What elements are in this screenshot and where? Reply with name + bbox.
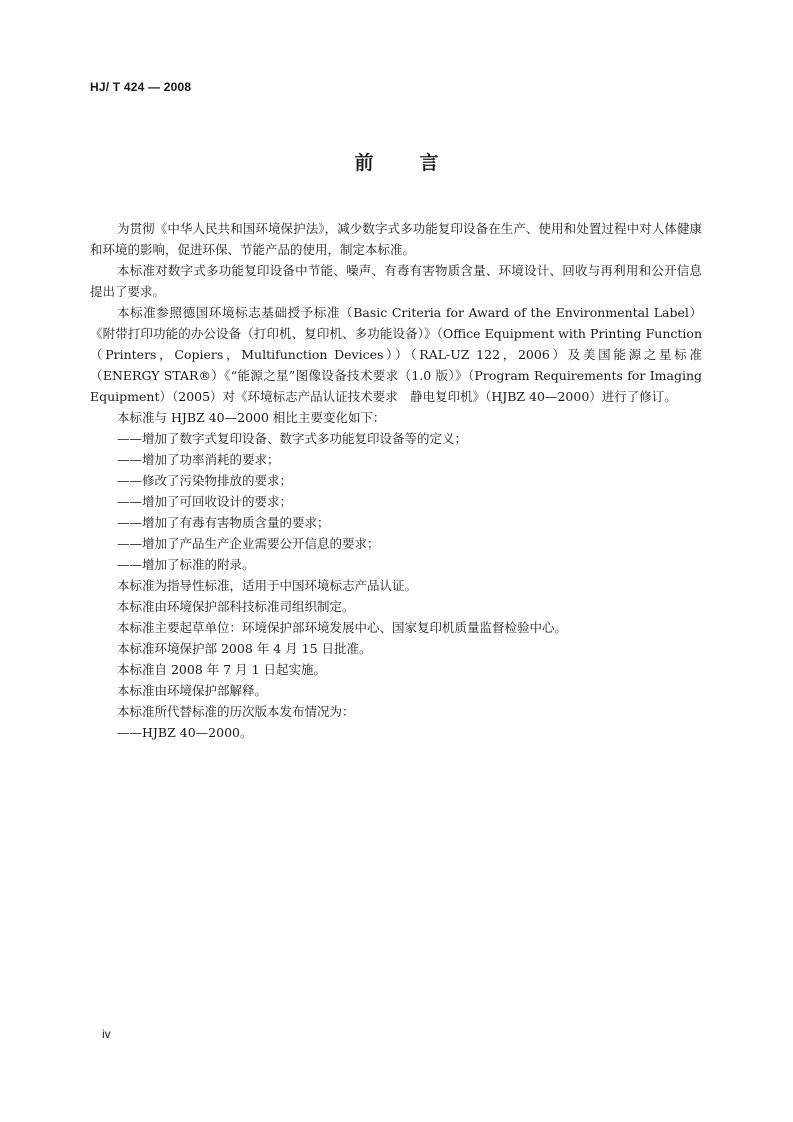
statement-interpretation: 本标准由环境保护部解释。 (117, 683, 268, 698)
standard-code: HJ/ T 424 — 2008 (90, 80, 192, 94)
page-title: 前言 (354, 152, 485, 174)
statement-guidance: 本标准为指导性标准，适用于中国环境标志产品认证。 (117, 578, 418, 593)
statement-approval: 本标准环境保护部 2008 年 4 月 15 日批准。 (117, 641, 372, 656)
paragraph-references: 本标准参照德国环境标志基础授予标准（Basic Criteria for Award of the Environmental Label）《附带打印功能的办公设备（打印机、复印机、多功能设备）》（Office Equipment with Printing Function（Printers，Copiers，Multifunction Devices））（RAL-UZ 122，2006）及美国能源之星标准（ENERGY STAR®）《“能源之星”图像设备技术要求（1.0 版）》（Program Requirements for Imaging Equipment）（2005）对《环境标志产品认证技术要求 静电复印机》（HJBZ 40—2000）进行了修订。 (90, 305, 702, 404)
statement-drafters: 本标准主要起草单位：环境保护部环境发展中心、国家复印机质量监督检验中心。 (117, 620, 568, 635)
change-item: ——修改了污染物排放的要求； (117, 473, 293, 488)
preface-body (90, 218, 702, 743)
change-item: ——增加了产品生产企业需要公开信息的要求； (117, 536, 380, 551)
paragraph-scope: 本标准对数字式多功能复印设备中节能、噪声、有毒有害物质含量、环境设计、回收与再利用和公开信息提出了要求。 (90, 263, 702, 299)
statement-organizer: 本标准由环境保护部科技标准司组织制定。 (117, 599, 355, 614)
history-item: ——HJBZ 40—2000。 (117, 725, 253, 740)
paragraph-purpose: 为贯彻《中华人民共和国环境保护法》，减少数字式多功能复印设备在生产、使用和处置过程中对人体健康和环境的影响，促进环保、节能产品的使用，制定本标准。 (90, 221, 702, 257)
statement-history-intro: 本标准所代替标准的历次版本发布情况为： (117, 704, 355, 719)
change-item: ——增加了标准的附录。 (117, 557, 255, 572)
page-number: iv (102, 1027, 111, 1041)
change-item: ——增加了功率消耗的要求； (117, 452, 280, 467)
changes-intro: 本标准与 HJBZ 40—2000 相比主要变化如下： (117, 410, 386, 425)
statement-effective-date: 本标准自 2008 年 7 月 1 日起实施。 (117, 662, 327, 677)
change-item: ——增加了数字式复印设备、数字式多功能复印设备等的定义； (117, 431, 468, 446)
change-item: ——增加了有毒有害物质含量的要求； (117, 515, 330, 530)
change-item: ——增加了可回收设计的要求； (117, 494, 293, 509)
